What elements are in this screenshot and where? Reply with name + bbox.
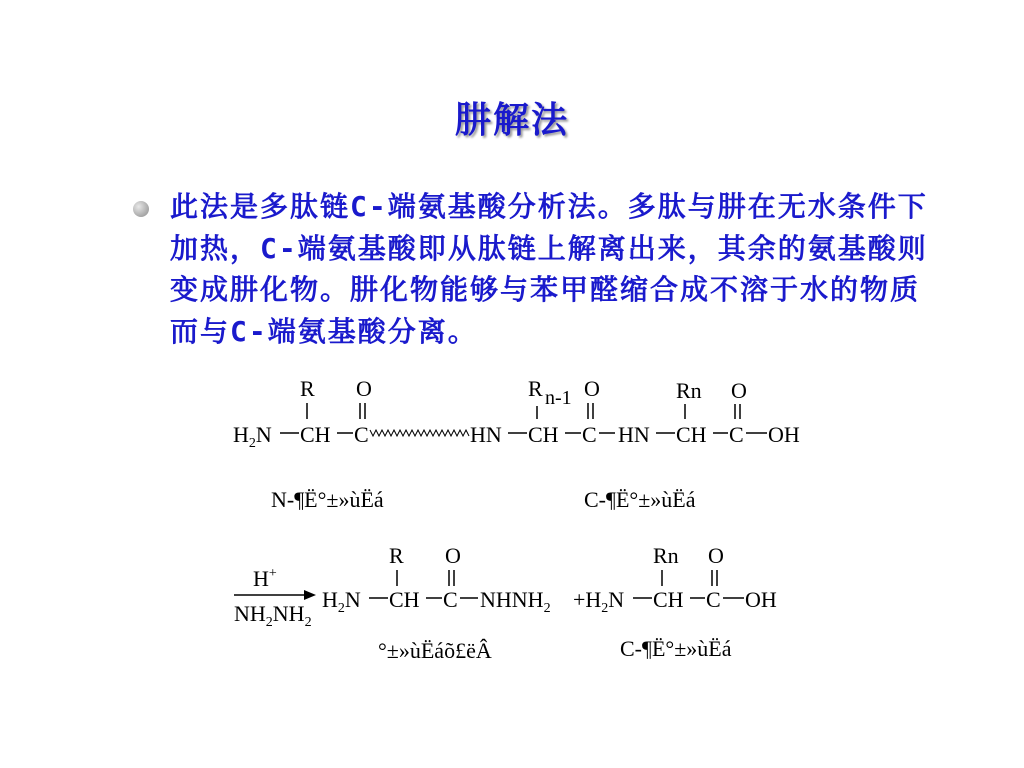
ch-label-4: CH — [389, 587, 420, 612]
ch-label-5: CH — [653, 587, 684, 612]
hn-label-2: HN — [618, 422, 650, 447]
r-label-3: R — [389, 543, 404, 568]
peptide-chain — [233, 376, 800, 451]
rn-label-2: Rn — [653, 543, 679, 568]
r-label-2: R — [528, 376, 543, 401]
wavy-chain-bond — [370, 430, 469, 436]
c-label-2: C — [582, 422, 597, 447]
slide-title: 肼解法 — [454, 99, 569, 141]
ch-label-2: CH — [528, 422, 559, 447]
reagent-h-label: H+ — [253, 566, 277, 591]
h-label-1: $H_2N$ — [233, 422, 272, 451]
c-terminal-product-label: C-¶Ë°±»ùËá — [620, 636, 732, 661]
ch-label-1: CH — [300, 422, 331, 447]
c-label-3: C — [729, 422, 744, 447]
rn-label-1: Rn — [676, 378, 702, 403]
o-label-1: O — [356, 376, 372, 401]
c-label-4: C — [443, 587, 458, 612]
nhnh2-label: $NHNH_2$ — [480, 587, 551, 616]
r-label-1: R — [300, 376, 315, 401]
o-label-5: O — [708, 543, 724, 568]
o-label-2: O — [584, 376, 600, 401]
o-label-3: O — [731, 378, 747, 403]
ch-label-3: CH — [676, 422, 707, 447]
reaction-products — [234, 543, 777, 630]
reagent-hydrazine-label: $NH_2NH_2$ — [234, 601, 312, 630]
c-label-1: C — [354, 422, 369, 447]
hydrazide-label: °±»ùËáõ£ëÂ — [378, 638, 492, 663]
o-label-4: O — [445, 543, 461, 568]
plus-h2n-label: $+H_2N$ — [573, 587, 625, 616]
c-terminal-label: C-¶Ë°±»ùËá — [584, 487, 696, 512]
hn-label-1: HN — [470, 422, 502, 447]
n-minus-1-label: n-1 — [545, 387, 572, 409]
bullet-text: 此法是多肽链C-端氨基酸分析法。多肽与肼在无水条件下加热，C-端氨基酸即从肽链上解离出来，其余的氨基酸则变成肼化物。肼化物能够与苯甲醛缩合成不溶于水的物质而与C-端氨基酸分离。 — [170, 190, 928, 348]
oh-label-2: OH — [745, 587, 777, 612]
n-terminal-label: N-¶Ë°±»ùËá — [271, 487, 384, 512]
h2n-label-2: $H_2N$ — [322, 587, 361, 616]
oh-label-1: OH — [768, 422, 800, 447]
c-label-5: C — [706, 587, 721, 612]
reaction-arrow-head — [304, 590, 316, 600]
